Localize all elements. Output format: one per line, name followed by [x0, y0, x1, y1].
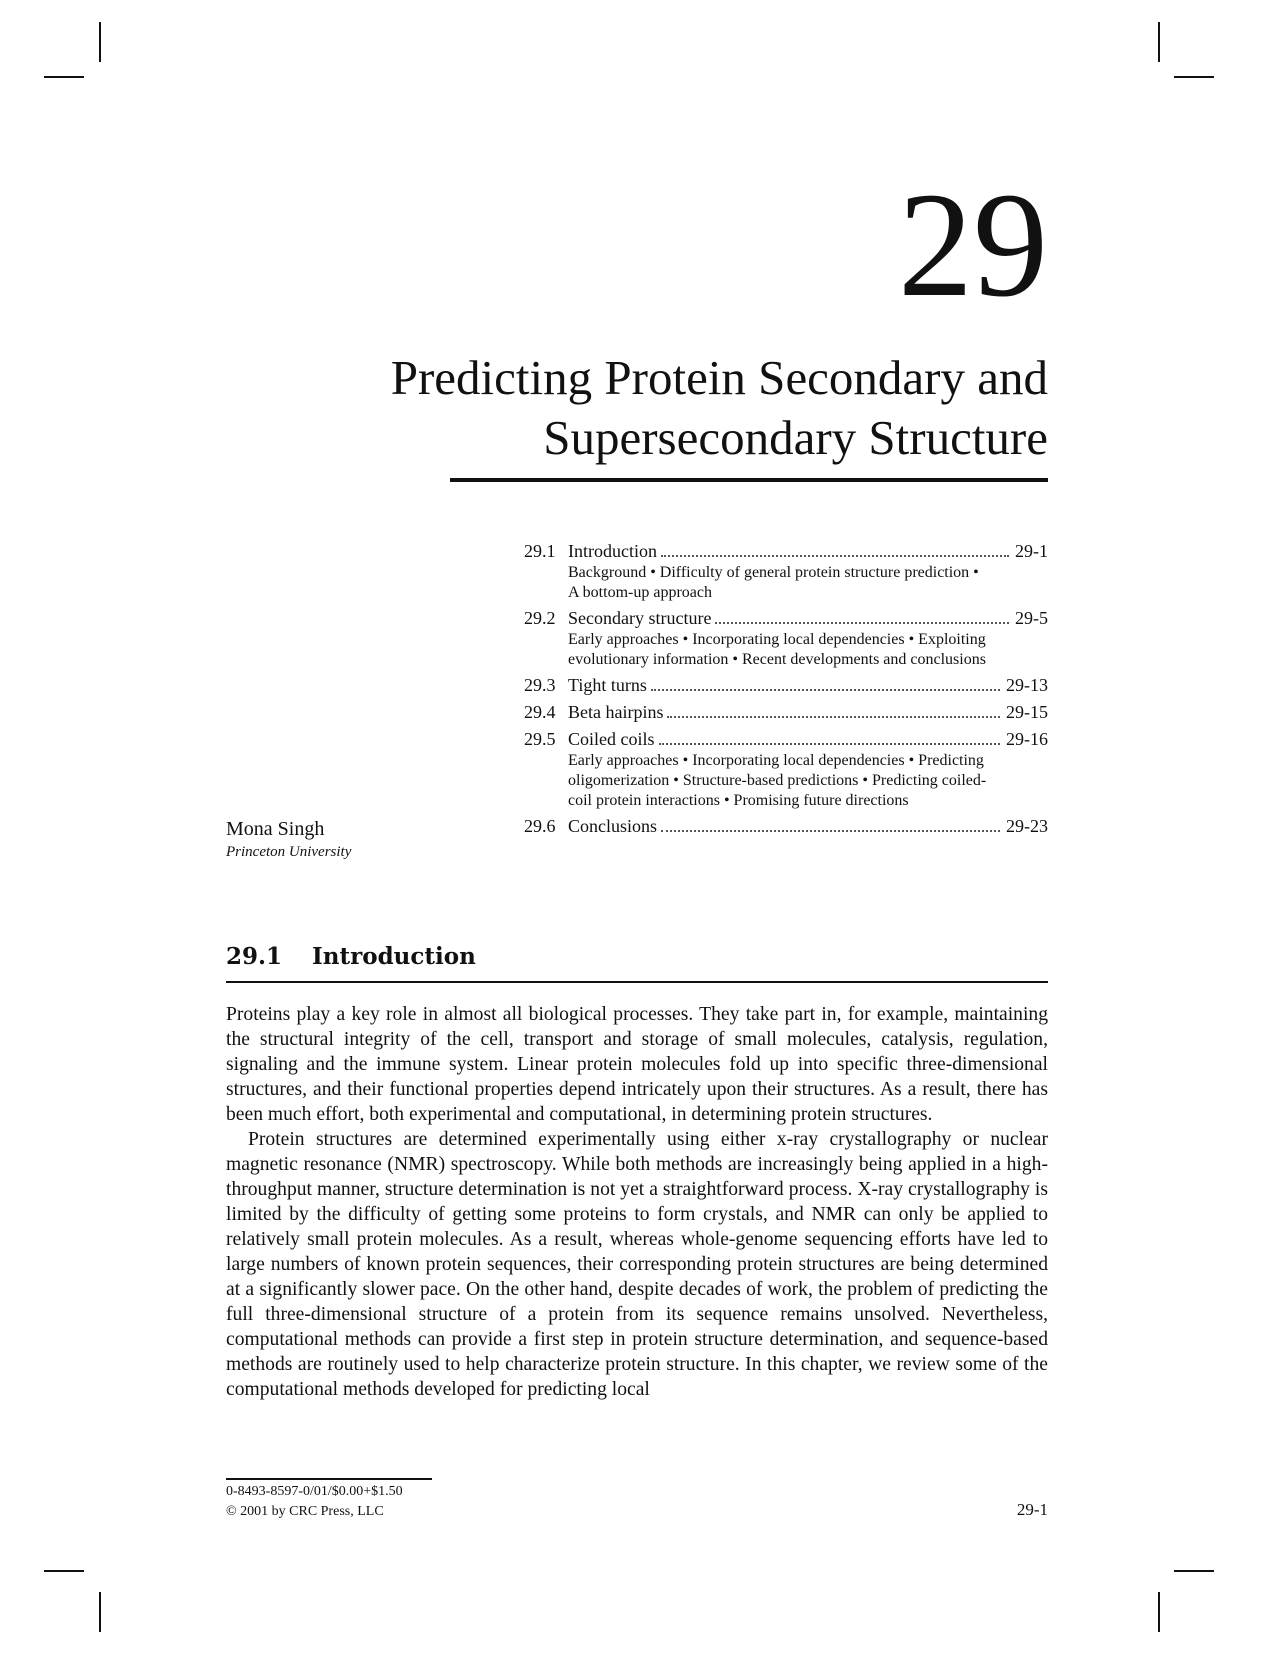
toc-label: Introduction [568, 541, 657, 561]
crop-mark-top-left-vertical [99, 22, 101, 62]
section-heading [226, 942, 1048, 972]
crop-mark-bottom-left-horizontal [44, 1570, 84, 1572]
toc-entry[interactable] [524, 540, 1048, 603]
page-number: 29-1 [1016, 1500, 1048, 1519]
chapter-number: 29 [898, 162, 1048, 328]
section-rule [226, 981, 1048, 983]
toc-subtopics: Background • Difficulty of general protein structure prediction • A bottom-up approach [568, 564, 979, 601]
toc-number: 29.3 [524, 675, 556, 695]
chapter-title-line-1: Predicting Protein Secondary and [390, 350, 1048, 405]
toc-entry[interactable] [524, 728, 1048, 811]
crop-mark-bottom-right-vertical [1158, 1592, 1160, 1632]
toc-leader-dots [659, 743, 1001, 745]
crop-mark-top-right-vertical [1158, 22, 1160, 62]
toc-entry[interactable] [524, 674, 1048, 697]
crop-mark-top-right-horizontal [1174, 76, 1214, 78]
toc-page: 29-23 [1006, 816, 1048, 836]
toc-label: Coiled coils [568, 729, 655, 749]
chapter-title-line-2: Supersecondary Structure [543, 410, 1048, 465]
chapter-title [288, 348, 1048, 468]
copyright-line: © 2001 by CRC Press, LLC [226, 1504, 384, 1519]
paragraph: Proteins play a key role in almost all biological processes. They take part in, for example, maintaining the structural integrity of the cell, transport and storage of small molecules, catalysis, regulation, signaling and the immune system. Linear protein molecules fold up into specific three-dimensional structures, and their functional properties depend intricately upon their structures. As a result, there has been much effort, both experimental and computational, in determining protein structures. [226, 1004, 1048, 1125]
author-block [226, 816, 351, 862]
toc-leader-dots [667, 716, 1000, 718]
paragraph: Protein structures are determined experimentally using either x-ray crystallography or nuclear magnetic resonance (NMR) spectroscopy. While both methods are increasingly being applied in a high-throughput manner, structure determination is not yet a straightforward process. X-ray crystallography is limited by the difficulty of getting some proteins to form crystals, and NMR can only be applied to relatively small protein molecules. As a result, whereas whole-genome sequencing efforts have led to large numbers of known protein sequences, their corresponding protein structures are being determined at a significantly slower pace. On the other hand, despite decades of work, the problem of predicting the full three-dimensional structure of a protein from its sequence remains unsolved. Nevertheless, computational methods can provide a first step in protein structure determination, and sequence-based methods are routinely used to help characterize protein structure. In this chapter, we review some of the computational methods developed for predicting local [226, 1129, 1048, 1400]
toc-page: 29-5 [1015, 608, 1048, 628]
toc-page: 29-16 [1006, 729, 1048, 749]
section-title: Introduction [312, 943, 476, 970]
isbn-line: 0-8493-8597-0/01/$0.00+$1.50 [226, 1484, 403, 1499]
toc-page: 29-1 [1015, 541, 1048, 561]
toc-page: 29-13 [1006, 675, 1048, 695]
title-rule [450, 478, 1048, 482]
toc-label: Secondary structure [568, 608, 712, 628]
body-text [226, 1002, 1048, 1402]
footnote [226, 1482, 403, 1522]
footnote-rule [226, 1478, 432, 1480]
toc-leader-dots [661, 555, 1009, 557]
toc-number: 29.6 [524, 816, 556, 836]
author-affiliation: Princeton University [226, 844, 352, 860]
toc-label: Tight turns [568, 675, 647, 695]
toc-number: 29.2 [524, 608, 556, 628]
toc-label: Conclusions [568, 816, 658, 836]
toc-entry[interactable] [524, 701, 1048, 724]
crop-mark-top-left-horizontal [44, 76, 84, 78]
toc-entry[interactable] [524, 815, 1048, 838]
toc-subtopics: Early approaches • Incorporating local dependencies • Predicting oligomerization • Structure-based predictions • Predicting coiled-coil protein interactions • Promising future directions [568, 752, 987, 809]
section-number: 29.1 [226, 943, 283, 970]
toc-leader-dots [715, 622, 1009, 624]
toc-page: 29-15 [1006, 702, 1048, 722]
author-name: Mona Singh [226, 818, 325, 840]
toc-entry[interactable] [524, 607, 1048, 670]
toc-leader-dots [651, 689, 1000, 691]
toc-number: 29.1 [524, 541, 556, 561]
toc-number: 29.5 [524, 729, 556, 749]
chapter-contents [524, 540, 1048, 842]
crop-mark-bottom-right-horizontal [1174, 1570, 1214, 1572]
toc-subtopics: Early approaches • Incorporating local dependencies • Exploiting evolutionary information • Recent developments and conclusions [568, 631, 986, 668]
toc-leader-dots [661, 830, 1000, 832]
toc-number: 29.4 [524, 702, 556, 722]
crop-mark-bottom-left-vertical [99, 1592, 101, 1632]
toc-label: Beta hairpins [568, 702, 664, 722]
